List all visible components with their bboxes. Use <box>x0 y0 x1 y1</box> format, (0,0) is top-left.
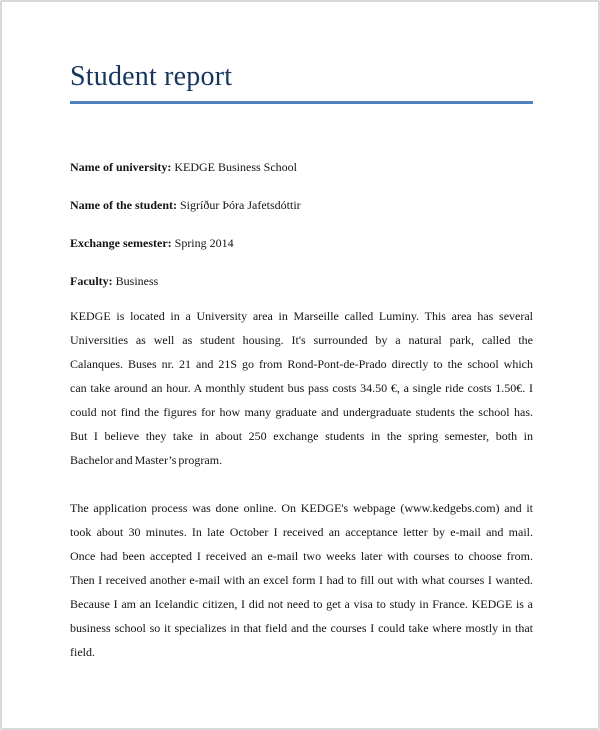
field-row-university <box>70 160 533 174</box>
paragraph-location <box>70 304 533 472</box>
field-row-faculty <box>70 274 533 288</box>
field-row-semester <box>70 236 533 250</box>
text-line: can take around an hour. A monthly student bus pass costs 34.50 €, a single ride costs 1.50€. I <box>70 380 533 395</box>
text-line: Then I received another e-mail with an excel form I had to fill out with what courses I wanted. <box>70 572 533 587</box>
text-line: Universities as well as student housing. It's surrounded by a natural park, called the <box>70 332 533 347</box>
field-row-student <box>70 198 533 212</box>
text-line: The application process was done online. On KEDGE's webpage (www.kedgebs.com) and it <box>70 500 533 515</box>
field-label: Exchange semester: <box>70 235 172 250</box>
metadata-section <box>70 160 533 288</box>
field-value: Sigríður Þóra Jafetsdóttir <box>180 197 301 212</box>
field-label: Name of the student: <box>70 197 177 212</box>
field-value: KEDGE Business School <box>174 159 297 174</box>
text-line: But I believe they take in about 250 exchange students in the spring semester, both in <box>70 428 533 443</box>
page-title: Student report <box>70 61 233 92</box>
text-line: Calanques. Buses nr. 21 and 21S go from Rond-Pont-de-Prado directly to the school which <box>70 356 533 371</box>
text-line: field. <box>70 644 95 659</box>
text-line: business school so it specializes in that field and the courses I could take where mostly in that <box>70 620 533 635</box>
title-underline-rule <box>70 101 533 104</box>
field-label: Faculty: <box>70 273 113 288</box>
text-line: Because I am an Icelandic citizen, I did not need to get a visa to study in France. KEDGE is a <box>70 596 533 611</box>
field-label: Name of university: <box>70 159 172 174</box>
text-line: could not find the figures for how many graduate and undergraduate students the school has. <box>70 404 533 419</box>
text-line: Bachelor and Master’s program. <box>70 452 223 467</box>
text-line: Once had been accepted I received an e-mail two weeks later with courses to choose from. <box>70 548 533 563</box>
field-value: Spring 2014 <box>174 235 234 250</box>
text-line: took about 30 minutes. In late October I received an acceptance letter by e-mail and mail. <box>70 524 533 539</box>
paragraph-application <box>70 496 533 664</box>
text-line: KEDGE is located in a University area in Marseille called Luminy. This area has several <box>70 308 533 323</box>
field-value: Business <box>115 273 159 288</box>
